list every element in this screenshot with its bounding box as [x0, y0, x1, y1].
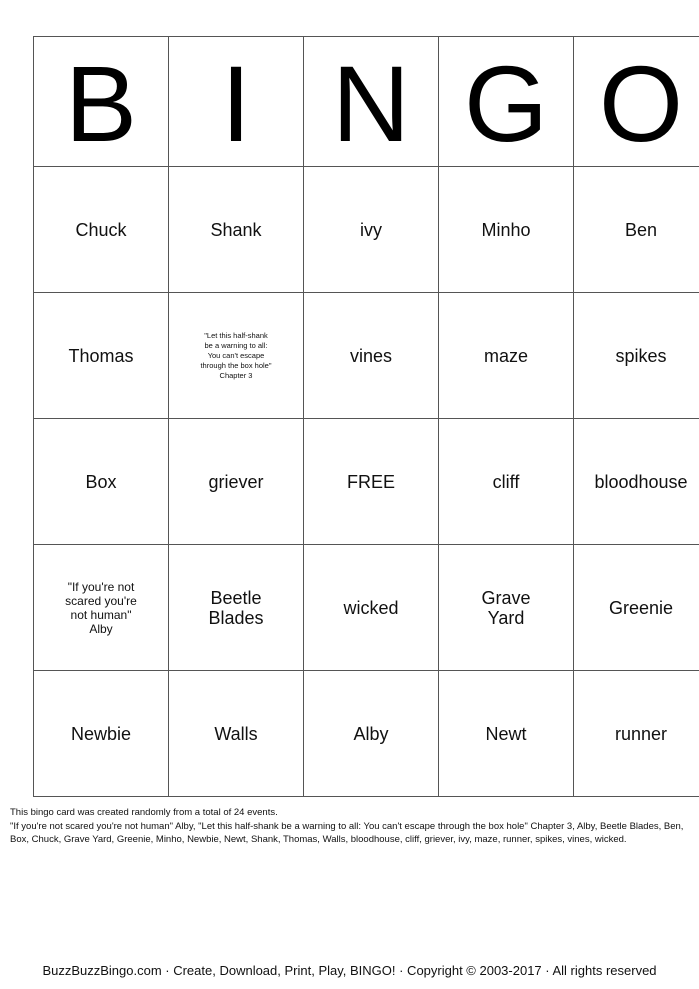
bingo-cell: ivy [304, 167, 439, 293]
bingo-cell: Chuck [34, 167, 169, 293]
bingo-row [34, 545, 699, 671]
card-generation-note [10, 806, 690, 847]
bingo-cell: runner [574, 671, 699, 797]
bingo-cell: vines [304, 293, 439, 419]
event-list-text: "If you're not scared you're not human" Alby, "Let this half-shank be a warning to all: You can't escape through the box hole" Chapter 3, Alby, Beetle Blades, Ben, Box, Chuck, Grave Yard, Greenie, Minho, Newbie, Newt, Shank, Thomas, Walls, bloodhouse, cliff, griever, ivy, maze, runner, spikes, vines, wicked. [10, 820, 684, 845]
event-count-text: This bingo card was created randomly from a total of 24 events. [10, 807, 278, 818]
copyright-footer: BuzzBuzzBingo.com · Create, Download, Print, Play, BINGO! · Copyright © 2003-2017 · All rights reserved [42, 963, 657, 978]
header-letter-n: N [304, 37, 439, 167]
bingo-cell: wicked [304, 545, 439, 671]
bingo-cell: cliff [439, 419, 574, 545]
bingo-cell: "Let this half-shank be a warning to all: You can't escape through the box hole" Chapter 3 [169, 293, 304, 419]
bingo-row [34, 167, 699, 293]
bingo-cell: Newt [439, 671, 574, 797]
bingo-cell: "If you're not scared you're not human" Alby [34, 545, 169, 671]
bingo-header-row [34, 37, 699, 167]
bingo-cell: bloodhouse [574, 419, 699, 545]
bingo-cell: Ben [574, 167, 699, 293]
bingo-cell: griever [169, 419, 304, 545]
bingo-card [33, 36, 699, 797]
bingo-cell: Alby [304, 671, 439, 797]
bingo-row [34, 419, 699, 545]
bingo-cell: spikes [574, 293, 699, 419]
bingo-cell: Minho [439, 167, 574, 293]
bingo-cell: Grave Yard [439, 545, 574, 671]
header-letter-b: B [34, 37, 169, 167]
bingo-cell: Shank [169, 167, 304, 293]
bingo-cell: Walls [169, 671, 304, 797]
bingo-row [34, 671, 699, 797]
bingo-row [34, 293, 699, 419]
bingo-cell: maze [439, 293, 574, 419]
bingo-cell: Newbie [34, 671, 169, 797]
header-letter-i: I [169, 37, 304, 167]
free-space-cell: FREE [304, 419, 439, 545]
header-letter-g: G [439, 37, 574, 167]
header-letter-o: O [574, 37, 699, 167]
bingo-cell: Thomas [34, 293, 169, 419]
bingo-cell: Box [34, 419, 169, 545]
bingo-cell: Greenie [574, 545, 699, 671]
bingo-cell: Beetle Blades [169, 545, 304, 671]
